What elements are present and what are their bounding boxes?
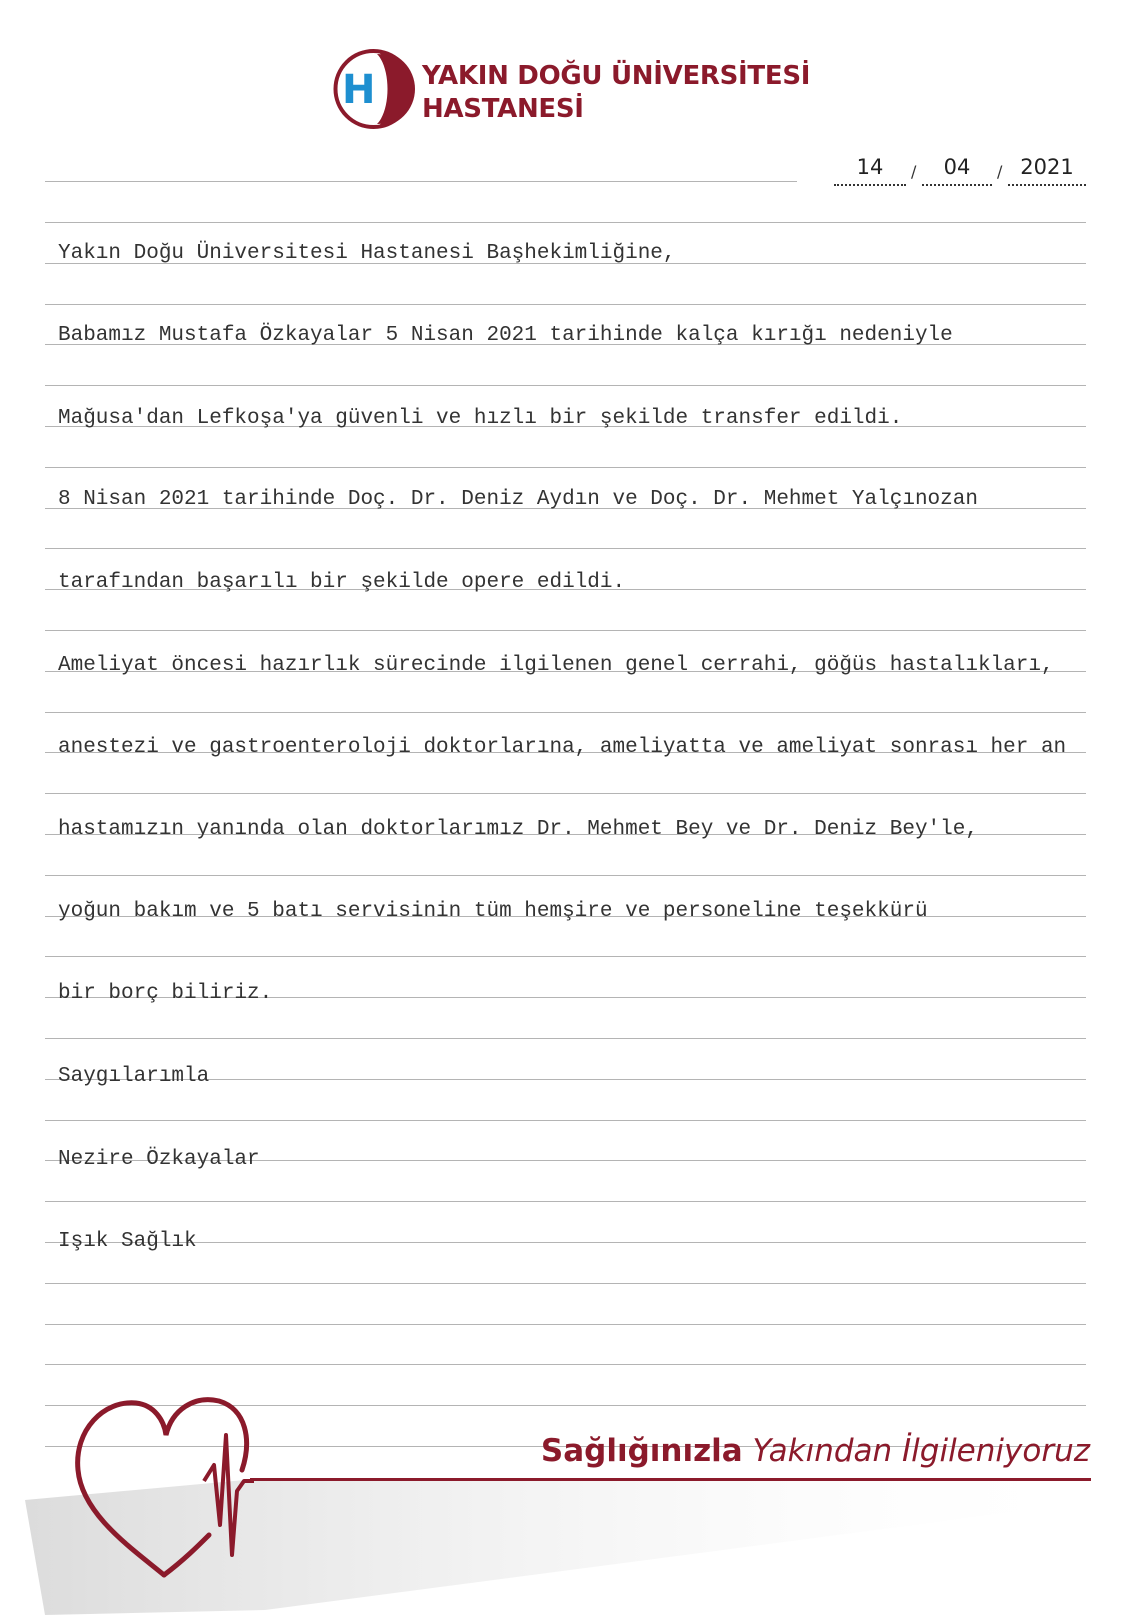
ruled-line: [45, 1120, 1086, 1121]
letter-line-salutation: Yakın Doğu Üniversitesi Hastanesi Başhekimliğine,: [58, 242, 676, 265]
hospital-logo-icon: [331, 46, 416, 132]
letter-signature-company: Işık Sağlık: [58, 1230, 197, 1253]
letter-line: Mağusa'dan Lefkoşa'ya güvenli ve hızlı bir şekilde transfer edildi.: [58, 407, 903, 430]
slogan-bold: Sağlığınızla: [540, 1433, 743, 1469]
ruled-line: [45, 630, 1086, 631]
heart-ecg-icon: [74, 1395, 254, 1590]
ruled-line: [45, 1324, 1086, 1325]
letter-signature-name: Nezire Özkayalar: [58, 1148, 260, 1171]
ruled-line: [45, 1283, 1086, 1284]
org-name-line1: YAKIN DOĞU ÜNİVERSİTESİ: [422, 61, 811, 91]
ruled-line: [45, 1242, 1086, 1243]
letter-line: Babamız Mustafa Özkayalar 5 Nisan 2021 tarihinde kalça kırığı nedeniyle: [58, 324, 953, 347]
org-name: [422, 60, 810, 126]
date-month: 04: [922, 152, 992, 186]
ruled-line: [45, 956, 1086, 957]
date-day: 14: [834, 152, 906, 186]
letter-line: bir borç biliriz.: [58, 982, 273, 1005]
logo-letter: H: [342, 67, 376, 113]
letter-line: tarafından başarılı bir şekilde opere edildi.: [58, 571, 626, 594]
letter-line: yoğun bakım ve 5 batı servisinin tüm hemşire ve personeline teşekkürü: [58, 900, 928, 923]
ruled-line: [45, 1038, 1086, 1039]
ruled-line: [45, 1364, 1086, 1365]
slogan-italic: Yakından İlgileniyoruz: [752, 1433, 1090, 1469]
letter-line: 8 Nisan 2021 tarihinde Doç. Dr. Deniz Aydın ve Doç. Dr. Mehmet Yalçınozan: [58, 488, 978, 511]
ruled-line: [45, 793, 1086, 794]
ruled-line: [45, 712, 1086, 713]
letter-line: hastamızın yanında olan doktorlarımız Dr. Mehmet Bey ve Dr. Deniz Bey'le,: [58, 818, 978, 841]
header-rule: [45, 181, 797, 182]
ruled-line: [45, 467, 1086, 468]
letter-closing: Saygılarımla: [58, 1065, 210, 1088]
ruled-line: [45, 1201, 1086, 1202]
footer-red-line: [250, 1478, 1091, 1481]
date-year: 2021: [1008, 152, 1086, 186]
letter-line: anestezi ve gastroenteroloji doktorlarına, ameliyatta ve ameliyat sonrası her an: [58, 736, 1067, 759]
ruled-line: [45, 875, 1086, 876]
ruled-line: [45, 385, 1086, 386]
org-name-line2: HASTANESİ: [422, 94, 584, 124]
date-separator: /: [997, 162, 1003, 181]
ruled-line: [45, 304, 1086, 305]
ruled-line: [45, 222, 1086, 223]
date-separator: /: [911, 162, 917, 181]
ruled-line: [45, 548, 1086, 549]
footer-slogan: [541, 1433, 1090, 1469]
letter-line: Ameliyat öncesi hazırlık sürecinde ilgilenen genel cerrahi, göğüs hastalıkları,: [58, 654, 1054, 677]
